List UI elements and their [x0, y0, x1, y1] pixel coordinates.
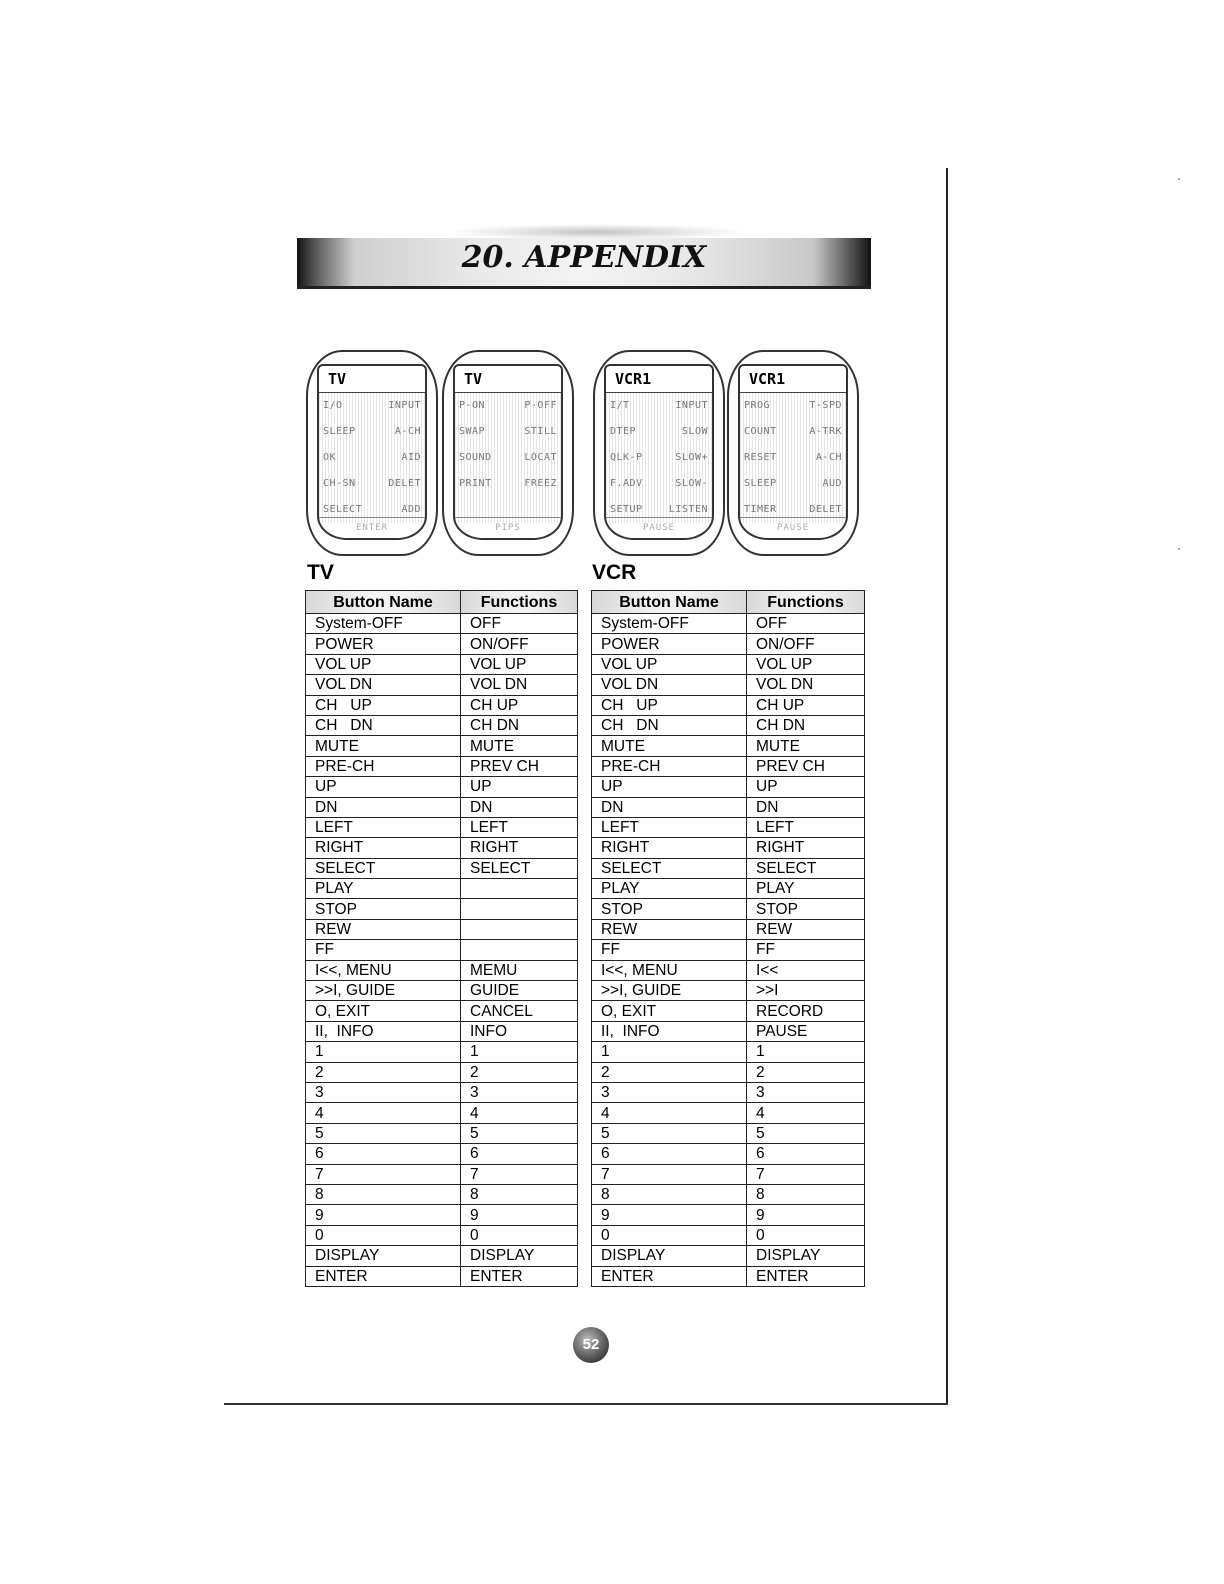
table-row	[306, 879, 578, 899]
function-cell: SELECT	[747, 858, 865, 878]
lcd-key-left: P-ON	[459, 400, 486, 411]
table-row	[306, 838, 578, 858]
button-name-cell: II, INFO	[592, 1021, 747, 1041]
table-row	[306, 940, 578, 960]
table-row	[592, 1144, 865, 1164]
function-cell: RIGHT	[747, 838, 865, 858]
function-cell: DN	[461, 797, 578, 817]
function-cell: MUTE	[747, 736, 865, 756]
lcd-row	[740, 393, 846, 419]
lcd-header: VCR1	[606, 366, 712, 393]
lcd-row	[740, 445, 846, 471]
table-row	[306, 1164, 578, 1184]
lcd-key-right: AUD	[822, 478, 842, 489]
remote-screen-vcr-2	[727, 350, 859, 556]
page-frame-right	[946, 168, 948, 1404]
button-name-cell: PLAY	[592, 879, 747, 899]
function-cell: PREV CH	[461, 756, 578, 776]
function-cell	[461, 899, 578, 919]
button-name-cell: DN	[592, 797, 747, 817]
button-name-cell: RIGHT	[306, 838, 461, 858]
function-cell: 7	[461, 1164, 578, 1184]
table-row	[592, 1164, 865, 1184]
button-name-cell: 6	[592, 1144, 747, 1164]
lcd-key-left: TIMER	[744, 504, 777, 515]
table-row	[592, 838, 865, 858]
table-row	[592, 919, 865, 939]
function-cell: RECORD	[747, 1001, 865, 1021]
table-row	[306, 1184, 578, 1204]
function-cell: ENTER	[461, 1266, 578, 1286]
button-name-cell: DISPLAY	[592, 1246, 747, 1266]
lcd-header: TV	[455, 366, 561, 393]
table-row	[306, 1144, 578, 1164]
remote-screen-tv-2	[442, 350, 574, 556]
button-name-cell: System-OFF	[306, 614, 461, 634]
lcd-key-right: DELET	[809, 504, 842, 515]
button-name-cell: MUTE	[306, 736, 461, 756]
button-name-cell: STOP	[306, 899, 461, 919]
function-cell: CH UP	[461, 695, 578, 715]
table-row	[306, 960, 578, 980]
lcd-screen	[738, 364, 848, 540]
remote-screen-vcr-1	[593, 350, 725, 556]
table-row	[306, 736, 578, 756]
page-frame-bottom	[224, 1403, 948, 1405]
table-row	[592, 1082, 865, 1102]
button-name-cell: SELECT	[306, 858, 461, 878]
table-row	[306, 1001, 578, 1021]
button-name-cell: VOL UP	[592, 654, 747, 674]
lcd-key-left: SETUP	[610, 504, 643, 515]
lcd-key-left: SOUND	[459, 452, 492, 463]
function-cell: VOL DN	[461, 675, 578, 695]
appendix-banner	[297, 224, 871, 290]
table-row	[592, 1205, 865, 1225]
table-row	[306, 756, 578, 776]
button-name-cell: >>I, GUIDE	[306, 981, 461, 1001]
function-cell: 6	[747, 1144, 865, 1164]
lcd-screen	[604, 364, 714, 540]
button-name-cell: REW	[306, 919, 461, 939]
function-cell: PAUSE	[747, 1021, 865, 1041]
table-row	[306, 1103, 578, 1123]
function-cell: LEFT	[461, 817, 578, 837]
lcd-key-left: RESET	[744, 452, 777, 463]
function-cell: OFF	[461, 614, 578, 634]
table-row	[306, 777, 578, 797]
function-cell: ON/OFF	[747, 634, 865, 654]
lcd-key-right: STILL	[524, 426, 557, 437]
button-name-cell: 8	[592, 1184, 747, 1204]
button-name-cell: VOL DN	[592, 675, 747, 695]
lcd-row	[740, 471, 846, 497]
button-name-cell: ENTER	[592, 1266, 747, 1286]
function-cell: MUTE	[461, 736, 578, 756]
button-name-cell: I<<, MENU	[306, 960, 461, 980]
button-name-cell: POWER	[592, 634, 747, 654]
table-row	[592, 960, 865, 980]
lcd-footer: PAUSE	[740, 517, 846, 538]
lcd-key-left: SLEEP	[323, 426, 356, 437]
lcd-key-left: F.ADV	[610, 478, 643, 489]
table-header-row	[306, 591, 578, 614]
lcd-key-left: SELECT	[323, 504, 363, 515]
table-row	[306, 1062, 578, 1082]
function-cell	[461, 919, 578, 939]
button-name-cell: VOL DN	[306, 675, 461, 695]
table-row	[592, 1103, 865, 1123]
button-name-cell: >>I, GUIDE	[592, 981, 747, 1001]
table-row	[306, 981, 578, 1001]
button-name-cell: ENTER	[306, 1266, 461, 1286]
function-cell: 3	[461, 1082, 578, 1102]
button-name-cell: CH DN	[592, 715, 747, 735]
function-cell: 0	[461, 1225, 578, 1245]
function-cell: PREV CH	[747, 756, 865, 776]
button-name-cell: 0	[592, 1225, 747, 1245]
function-cell: VOL UP	[747, 654, 865, 674]
button-name-cell: UP	[306, 777, 461, 797]
vcr-section-title: VCR	[592, 561, 637, 584]
lcd-key-right: DELET	[388, 478, 421, 489]
function-cell: DISPLAY	[747, 1246, 865, 1266]
lcd-key-right: SLOW+	[675, 452, 708, 463]
vcr-table-body	[592, 614, 865, 1287]
button-name-cell: 3	[592, 1082, 747, 1102]
table-row	[306, 654, 578, 674]
table-row	[592, 777, 865, 797]
function-cell: MEMU	[461, 960, 578, 980]
button-name-cell: 8	[306, 1184, 461, 1204]
button-name-cell: 1	[306, 1042, 461, 1062]
function-cell: CH DN	[461, 715, 578, 735]
function-cell: 2	[747, 1062, 865, 1082]
button-name-cell: REW	[592, 919, 747, 939]
tv-section-title: TV	[307, 561, 334, 584]
table-row	[592, 858, 865, 878]
function-cell	[461, 879, 578, 899]
table-row	[306, 1123, 578, 1143]
table-row	[306, 817, 578, 837]
button-name-cell: 2	[306, 1062, 461, 1082]
function-cell: VOL UP	[461, 654, 578, 674]
button-name-cell: 2	[592, 1062, 747, 1082]
lcd-key-right: ADD	[401, 504, 421, 515]
button-name-cell: 0	[306, 1225, 461, 1245]
lcd-screen	[317, 364, 427, 540]
table-row	[306, 695, 578, 715]
button-name-cell: FF	[306, 940, 461, 960]
table-row	[592, 1001, 865, 1021]
function-cell: STOP	[747, 899, 865, 919]
function-cell: 0	[747, 1225, 865, 1245]
button-name-cell: CH DN	[306, 715, 461, 735]
button-name-cell: LEFT	[592, 817, 747, 837]
lcd-row	[740, 419, 846, 445]
button-name-cell: O, EXIT	[306, 1001, 461, 1021]
button-name-cell: STOP	[592, 899, 747, 919]
button-name-cell: FF	[592, 940, 747, 960]
function-cell: SELECT	[461, 858, 578, 878]
function-cell: CANCEL	[461, 1001, 578, 1021]
function-cell: >>I	[747, 981, 865, 1001]
table-row	[592, 1225, 865, 1245]
lcd-key-right: A-CH	[394, 426, 421, 437]
table-row	[592, 1021, 865, 1041]
table-row	[592, 1062, 865, 1082]
button-name-cell: I<<, MENU	[592, 960, 747, 980]
lcd-row	[455, 393, 561, 419]
button-name-cell: 5	[306, 1123, 461, 1143]
table-row	[306, 1225, 578, 1245]
function-cell: OFF	[747, 614, 865, 634]
lcd-key-right: SLOW	[681, 426, 708, 437]
lcd-key-right: A-CH	[815, 452, 842, 463]
lcd-row	[455, 419, 561, 445]
table-row	[306, 1205, 578, 1225]
function-cell: 2	[461, 1062, 578, 1082]
table-row	[592, 981, 865, 1001]
table-row	[592, 756, 865, 776]
lcd-key-right: FREEZ	[524, 478, 557, 489]
lcd-footer: PIPS	[455, 517, 561, 538]
lcd-row	[606, 419, 712, 445]
table-row	[306, 1042, 578, 1062]
table-row	[592, 1266, 865, 1286]
function-cell: 9	[461, 1205, 578, 1225]
table-row	[306, 614, 578, 634]
function-cell: LEFT	[747, 817, 865, 837]
function-cell: INFO	[461, 1021, 578, 1041]
function-cell: 4	[747, 1103, 865, 1123]
function-cell: FF	[747, 940, 865, 960]
button-name-cell: UP	[592, 777, 747, 797]
lcd-header: TV	[319, 366, 425, 393]
tv-table-body	[306, 614, 578, 1287]
table-row	[306, 1082, 578, 1102]
function-cell	[461, 940, 578, 960]
function-cell: ENTER	[747, 1266, 865, 1286]
lcd-key-right: P-OFF	[524, 400, 557, 411]
lcd-row	[606, 471, 712, 497]
function-cell: 9	[747, 1205, 865, 1225]
table-row	[592, 695, 865, 715]
function-cell: 4	[461, 1103, 578, 1123]
function-cell: 1	[747, 1042, 865, 1062]
function-cell: DISPLAY	[461, 1246, 578, 1266]
button-name-cell: MUTE	[592, 736, 747, 756]
button-name-cell: PRE-CH	[592, 756, 747, 776]
lcd-key-right: SLOW-	[675, 478, 708, 489]
lcd-row	[319, 471, 425, 497]
table-row	[592, 1123, 865, 1143]
lcd-key-left: PROG	[744, 400, 771, 411]
function-cell: GUIDE	[461, 981, 578, 1001]
lcd-row	[455, 445, 561, 471]
function-cell: DN	[747, 797, 865, 817]
function-cell: CH UP	[747, 695, 865, 715]
function-cell: 3	[747, 1082, 865, 1102]
table-row	[592, 797, 865, 817]
column-header-functions: Functions	[747, 591, 865, 614]
lcd-key-right: T-SPD	[809, 400, 842, 411]
lcd-key-left: QLK-P	[610, 452, 643, 463]
lcd-key-left: OK	[323, 452, 337, 463]
button-name-cell: 3	[306, 1082, 461, 1102]
button-name-cell: CH UP	[306, 695, 461, 715]
lcd-key-left: SLEEP	[744, 478, 777, 489]
lcd-key-left: CH-SN	[323, 478, 356, 489]
function-cell: ON/OFF	[461, 634, 578, 654]
table-row	[592, 940, 865, 960]
column-header-button-name: Button Name	[306, 591, 461, 614]
table-row	[592, 879, 865, 899]
lcd-key-right: A-TRK	[809, 426, 842, 437]
table-row	[592, 736, 865, 756]
button-name-cell: PLAY	[306, 879, 461, 899]
function-cell: 1	[461, 1042, 578, 1062]
lcd-key-right: AID	[401, 452, 421, 463]
button-name-cell: 9	[592, 1205, 747, 1225]
table-row	[306, 797, 578, 817]
lcd-row	[606, 393, 712, 419]
function-cell: REW	[747, 919, 865, 939]
lcd-key-right: INPUT	[388, 400, 421, 411]
table-row	[306, 1021, 578, 1041]
page-number-badge: 52	[573, 1327, 609, 1363]
scan-speck	[1178, 178, 1180, 180]
page-title: 20. APPENDIX	[461, 240, 707, 275]
table-row	[306, 919, 578, 939]
table-row	[592, 654, 865, 674]
button-name-cell: 7	[306, 1164, 461, 1184]
button-name-cell: CH UP	[592, 695, 747, 715]
column-header-button-name: Button Name	[592, 591, 747, 614]
lcd-footer: ENTER	[319, 517, 425, 538]
lcd-row	[606, 445, 712, 471]
column-header-functions: Functions	[461, 591, 578, 614]
function-cell: RIGHT	[461, 838, 578, 858]
table-row	[592, 899, 865, 919]
lcd-key-left: SWAP	[459, 426, 486, 437]
table-row	[306, 1246, 578, 1266]
table-row	[592, 817, 865, 837]
lcd-key-right: INPUT	[675, 400, 708, 411]
table-row	[592, 715, 865, 735]
lcd-key-left: COUNT	[744, 426, 777, 437]
table-row	[306, 675, 578, 695]
button-name-cell: POWER	[306, 634, 461, 654]
function-cell: I<<	[747, 960, 865, 980]
button-name-cell: II, INFO	[306, 1021, 461, 1041]
button-name-cell: System-OFF	[592, 614, 747, 634]
lcd-key-left: I/O	[323, 400, 343, 411]
table-row	[306, 899, 578, 919]
lcd-row	[319, 419, 425, 445]
vcr-function-table	[591, 590, 865, 1287]
button-name-cell: SELECT	[592, 858, 747, 878]
lcd-row	[455, 471, 561, 497]
lcd-key-left: DTEP	[610, 426, 637, 437]
table-row	[592, 675, 865, 695]
function-cell: 8	[461, 1184, 578, 1204]
scan-speck	[1178, 548, 1180, 550]
lcd-key-right: LISTEN	[668, 504, 708, 515]
button-name-cell: 4	[306, 1103, 461, 1123]
function-cell: VOL DN	[747, 675, 865, 695]
function-cell: 7	[747, 1164, 865, 1184]
function-cell: 8	[747, 1184, 865, 1204]
function-cell: UP	[461, 777, 578, 797]
button-name-cell: O, EXIT	[592, 1001, 747, 1021]
button-name-cell: 6	[306, 1144, 461, 1164]
button-name-cell: 5	[592, 1123, 747, 1143]
button-name-cell: DISPLAY	[306, 1246, 461, 1266]
table-row	[592, 1246, 865, 1266]
button-name-cell: 9	[306, 1205, 461, 1225]
tv-function-table	[305, 590, 578, 1287]
lcd-key-left: PRINT	[459, 478, 492, 489]
button-name-cell: DN	[306, 797, 461, 817]
function-cell: PLAY	[747, 879, 865, 899]
table-row	[306, 634, 578, 654]
table-row	[592, 1184, 865, 1204]
function-cell: UP	[747, 777, 865, 797]
table-row	[306, 858, 578, 878]
table-row	[306, 715, 578, 735]
button-name-cell: LEFT	[306, 817, 461, 837]
button-name-cell: PRE-CH	[306, 756, 461, 776]
remote-screen-tv-1	[306, 350, 438, 556]
button-name-cell: 7	[592, 1164, 747, 1184]
button-name-cell: RIGHT	[592, 838, 747, 858]
lcd-key-right: LOCAT	[524, 452, 557, 463]
function-cell: 6	[461, 1144, 578, 1164]
function-cell: CH DN	[747, 715, 865, 735]
button-name-cell: 4	[592, 1103, 747, 1123]
lcd-key-left: I/T	[610, 400, 630, 411]
table-header-row	[592, 591, 865, 614]
function-cell: 5	[461, 1123, 578, 1143]
table-row	[592, 1042, 865, 1062]
table-row	[592, 634, 865, 654]
button-name-cell: VOL UP	[306, 654, 461, 674]
lcd-row	[319, 445, 425, 471]
function-cell: 5	[747, 1123, 865, 1143]
lcd-screen	[453, 364, 563, 540]
lcd-row	[319, 393, 425, 419]
banner-underline	[297, 286, 871, 289]
button-name-cell: 1	[592, 1042, 747, 1062]
lcd-footer: PAUSE	[606, 517, 712, 538]
table-row	[592, 614, 865, 634]
table-row	[306, 1266, 578, 1286]
lcd-header: VCR1	[740, 366, 846, 393]
